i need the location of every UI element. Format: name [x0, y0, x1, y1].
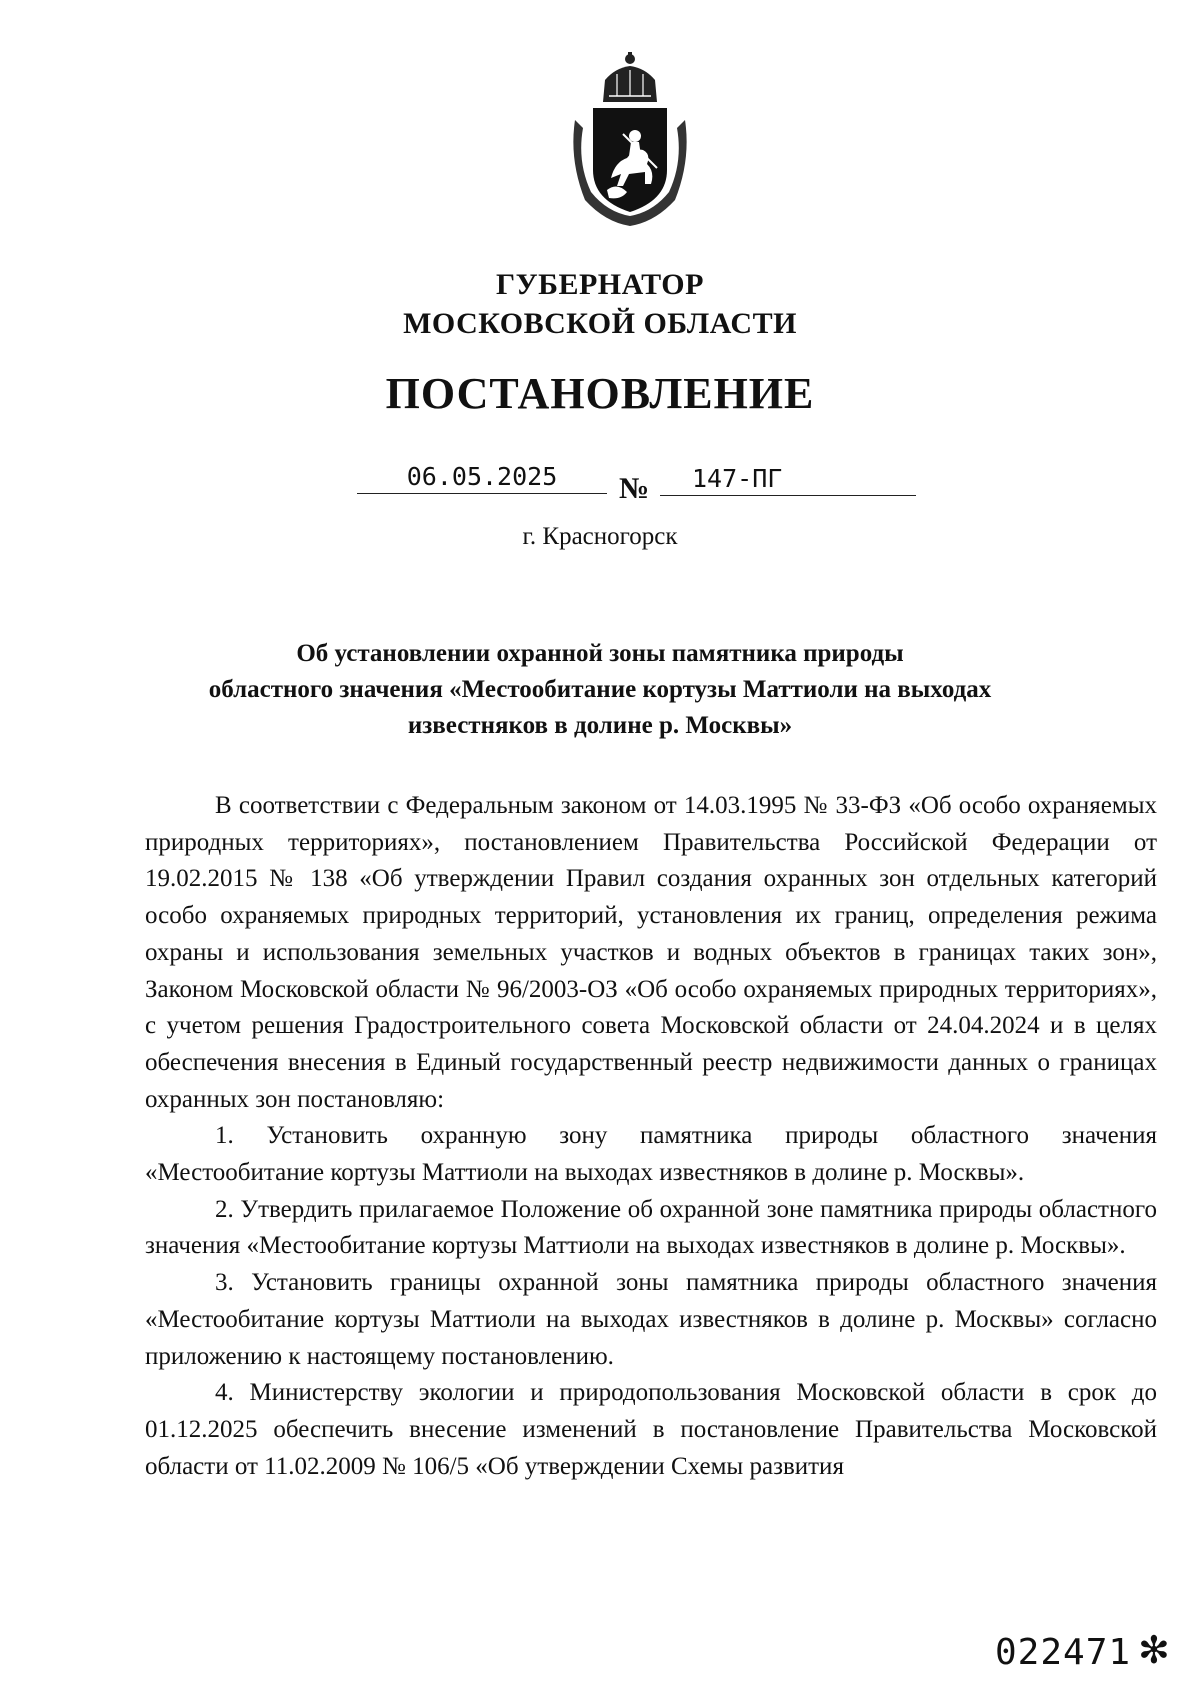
- document-body: [145, 788, 1157, 1485]
- title-line: известняков в долине р. Москвы»: [407, 712, 793, 739]
- coat-of-arms-emblem-icon: [565, 50, 695, 230]
- title-line: областного значения «Местообитание кортузы Маттиоли на выходах: [208, 676, 992, 703]
- document-type: ПОСТАНОВЛЕНИЕ: [385, 369, 815, 418]
- clause-4: 4. Министерству экологии и природопользования Московской области в срок до 01.12.2025 обеспечить внесение изменений в постановление Правительства Московской области от 11.02.2009 № 106/5 «Об утверждении Схемы развития: [145, 1379, 1157, 1480]
- preamble-paragraph: В соответствии с Федеральным законом от 14.03.1995 № 33-ФЗ «Об особо охраняемых природных территориях», постановлением Правительства Российской Федерации от 19.02.2015 № 138 «Об утверждении Правил создания охранных зон отдельных категорий особо охраняемых природных территорий, установления их границ, определения режима охраны и использования земельных участков и водных объектов в границах таких зон», Законом Московской области № 96/2003-ОЗ «Об особо охраняемых природных территориях», с учетом решения Градостроительного совета Московской области от 24.04.2024 и в целях обеспечения внесения в Единый государственный реестр недвижимости данных о границах охранных зон постановляю:: [145, 792, 1157, 1113]
- document-date: 06.05.2025: [357, 462, 607, 494]
- title-line: Об установлении охранной зоны памятника природы: [296, 640, 904, 667]
- clause-3: 3. Установить границы охранной зоны памятника природы областного значения «Местообитание кортузы Маттиоли на выходах известняков в долине р. Москвы» согласно приложению к настоящему постановлению.: [145, 1269, 1157, 1370]
- asterisk-mark-icon: ✻: [1138, 1628, 1170, 1672]
- document-city: г. Красногорск: [522, 523, 678, 550]
- number-sign: №: [619, 472, 650, 505]
- date-number-row: [0, 462, 1200, 508]
- clause-2: 2. Утвердить прилагаемое Положение об охранной зоне памятника природы областного значения «Местообитание кортузы Маттиоли на выходах известняков в долине р. Москвы».: [145, 1195, 1157, 1260]
- clause-1: 1. Установить охранную зону памятника природы областного значения «Местообитание кортузы Маттиоли на выходах известняков в долине р. Москвы».: [145, 1122, 1157, 1187]
- document-title: [150, 636, 1050, 744]
- serial-number: 022471: [995, 1632, 1132, 1673]
- document-number: 147-ПГ: [660, 464, 916, 496]
- issuer-region: МОСКОВСКОЙ ОБЛАСТИ: [403, 307, 797, 340]
- issuer-title: ГУБЕРНАТОР: [496, 268, 704, 301]
